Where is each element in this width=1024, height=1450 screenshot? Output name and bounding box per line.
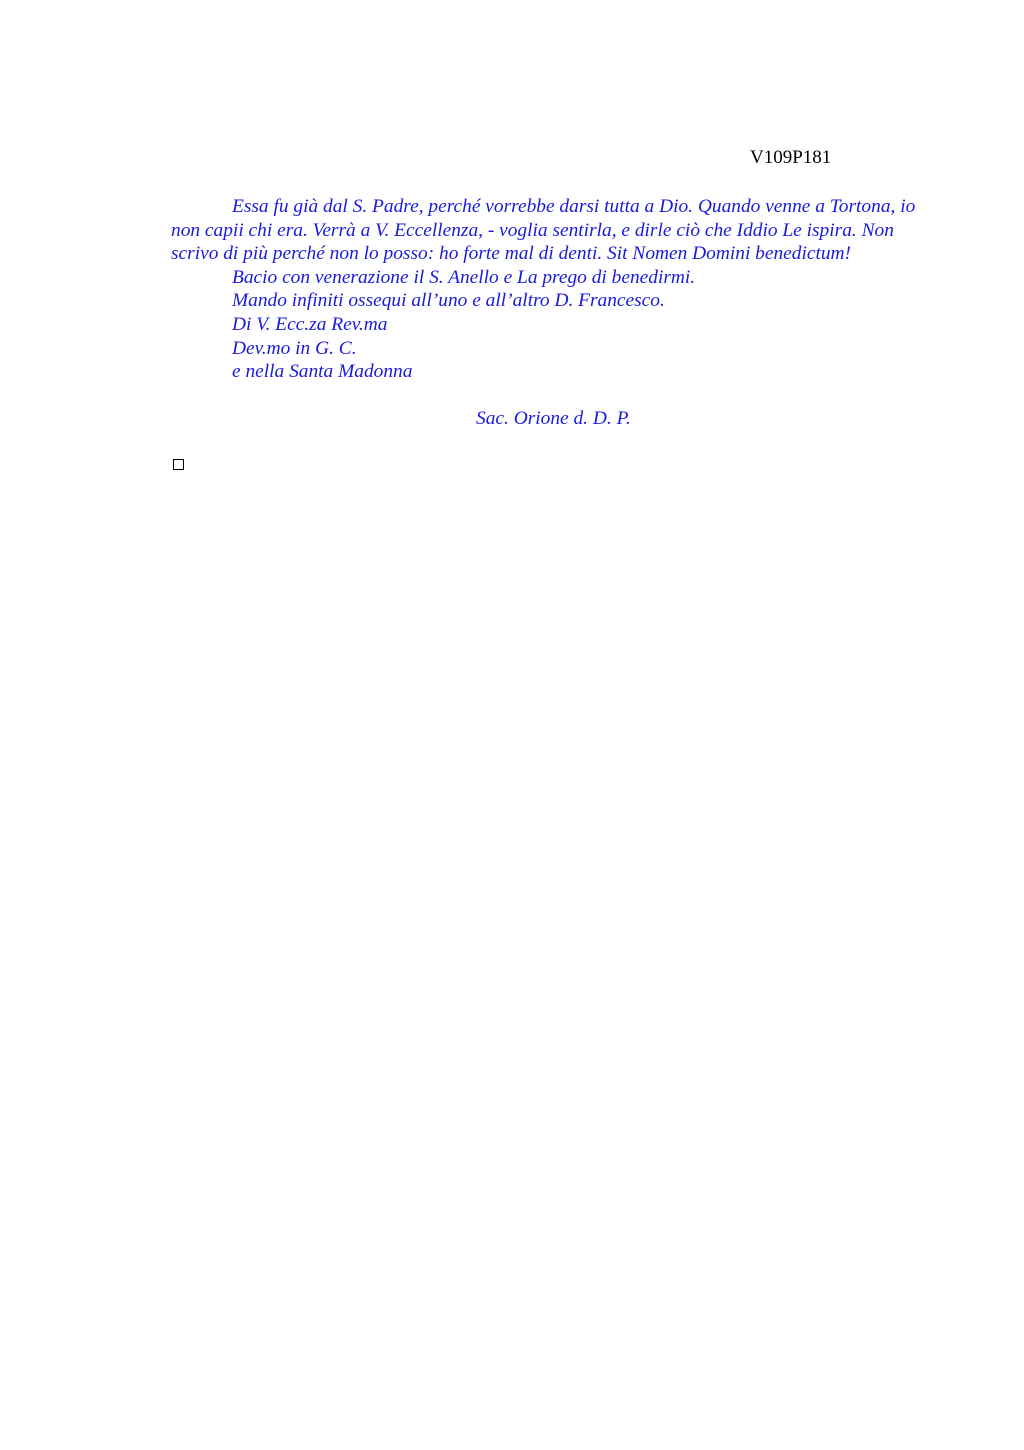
letter-paragraph: Essa fu già dal S. Padre, perché vorrebbe darsi tutta a Dio. Quando venne a Tortona, io non capii chi era. Verrà a V. Eccellenza, - voglia sentirla, e dirle ciò che Iddio Le ispira. Non scrivo di più perché non lo posso: ho forte mal di denti. Sit Nomen Domini benedictum! bbox=[171, 196, 916, 265]
page-reference: V109P181 bbox=[750, 147, 832, 168]
letter-line: Mando infiniti ossequi all’uno e all’altro D. Francesco. bbox=[232, 290, 665, 312]
letter-line: Di V. Ecc.za Rev.ma bbox=[232, 313, 388, 335]
empty-square-icon bbox=[173, 459, 184, 470]
letter-line: Bacio con venerazione il S. Anello e La prego di benedirmi. bbox=[232, 266, 696, 288]
signature: Sac. Orione d. D. P. bbox=[476, 408, 631, 430]
letter-body bbox=[171, 195, 923, 450]
letter-line: Dev.mo in G. C. bbox=[232, 337, 357, 359]
letter-line: e nella Santa Madonna bbox=[232, 361, 413, 383]
